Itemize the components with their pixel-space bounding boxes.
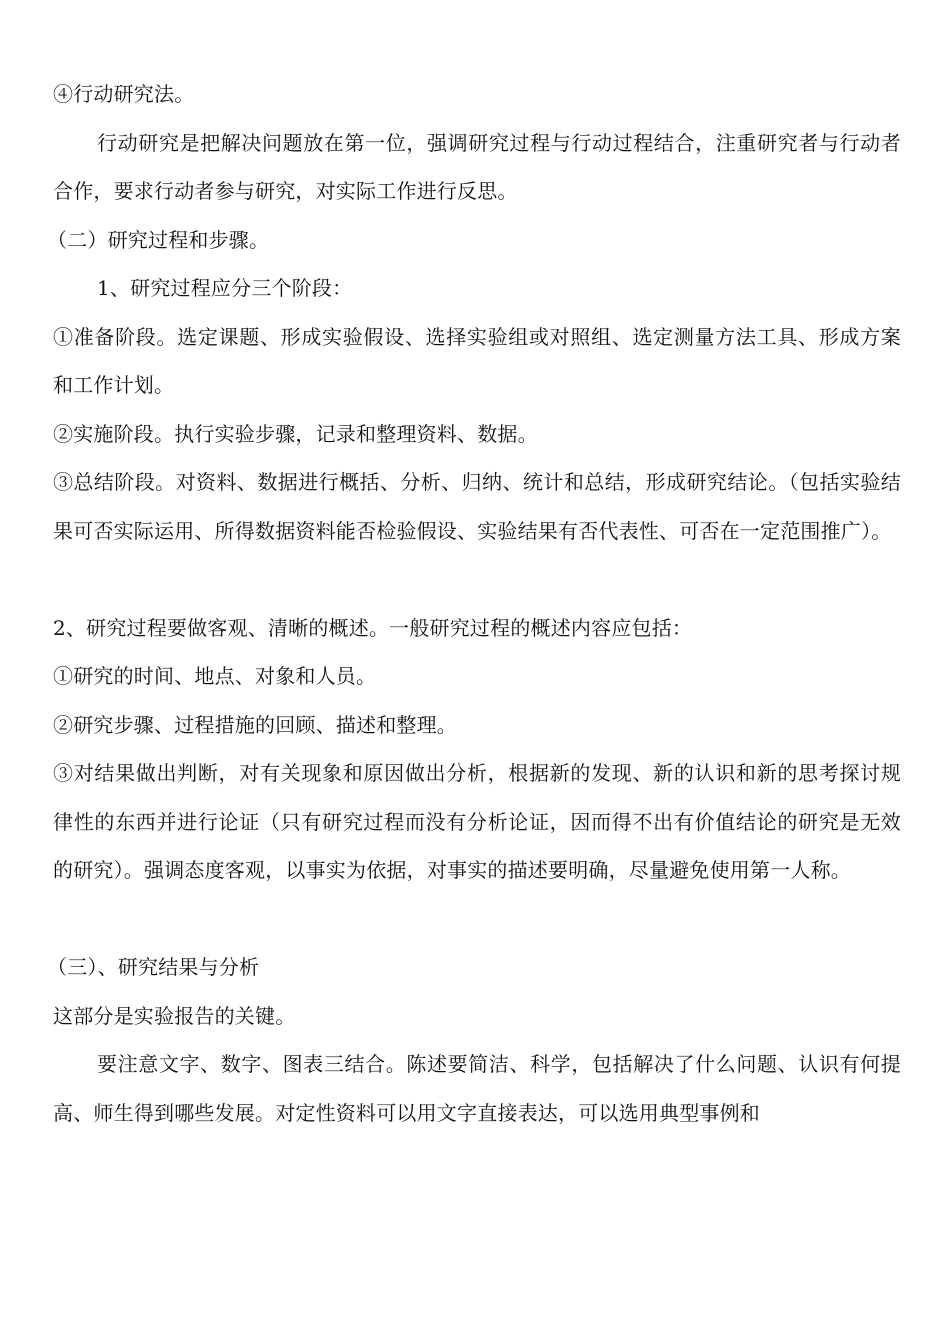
results-paragraph: 要注意文字、数字、图表三结合。陈述要简洁、科学，包括解决了什么问题、认识有何提高、师生得到哪些发展。对定性资料可以用文字直接表达，可以选用典型事例和 (53, 1052, 901, 1125)
stage-implementation: ②实施阶段。执行实验步骤，记录和整理资料、数据。 (53, 421, 538, 446)
results-key-statement: 这部分是实验报告的关键。 (53, 1003, 296, 1028)
stage-summary: ③总结阶段。对资料、数据进行概括、分析、归纳、统计和总结，形成研究结论。（包括实验结果可否实际运用、所得数据资料能否检验假设、实验结果有否代表性、可否在一定范围推广）。 (53, 470, 901, 543)
section-heading-process: （二）研究过程和步骤。 (47, 227, 270, 252)
subsection-heading-stages: 1、研究过程应分三个阶段： (97, 276, 353, 300)
section-heading-results: （三）、研究结果与分析 (47, 955, 260, 979)
subsection-heading-overview: 2、研究过程要做客观、清晰的概述。一般研究过程的概述内容应包括： (53, 615, 693, 640)
overview-item-steps: ②研究步骤、过程措施的回顾、描述和整理。 (53, 712, 457, 737)
document-body (47, 70, 901, 1137)
overview-item-time: ①研究的时间、地点、对象和人员。 (53, 664, 377, 688)
blank-line (53, 555, 901, 604)
action-research-paragraph: 行动研究是把解决问题放在第一位，强调研究过程与行动过程结合，注重研究者与行动者合作，要求行动者参与研究，对实际工作进行反思。 (53, 130, 901, 203)
overview-item-judgement: ③对结果做出判断，对有关现象和原因做出分析，根据新的发现、新的认识和新的思考探讨规律性的东西并进行论证（只有研究过程而没有分析论证，因而得不出有价值结论的研究是无效的研究）。强调态度客观，以事实为依据，对事实的描述要明确，尽量避免使用第一人称。 (53, 761, 901, 882)
blank-line (53, 895, 901, 944)
stage-preparation: ①准备阶段。选定课题、形成实验假设、选择实验组或对照组、选定测量方法工具、形成方案和工作计划。 (53, 324, 901, 397)
item-action-research-heading: ④行动研究法。 (53, 82, 195, 106)
